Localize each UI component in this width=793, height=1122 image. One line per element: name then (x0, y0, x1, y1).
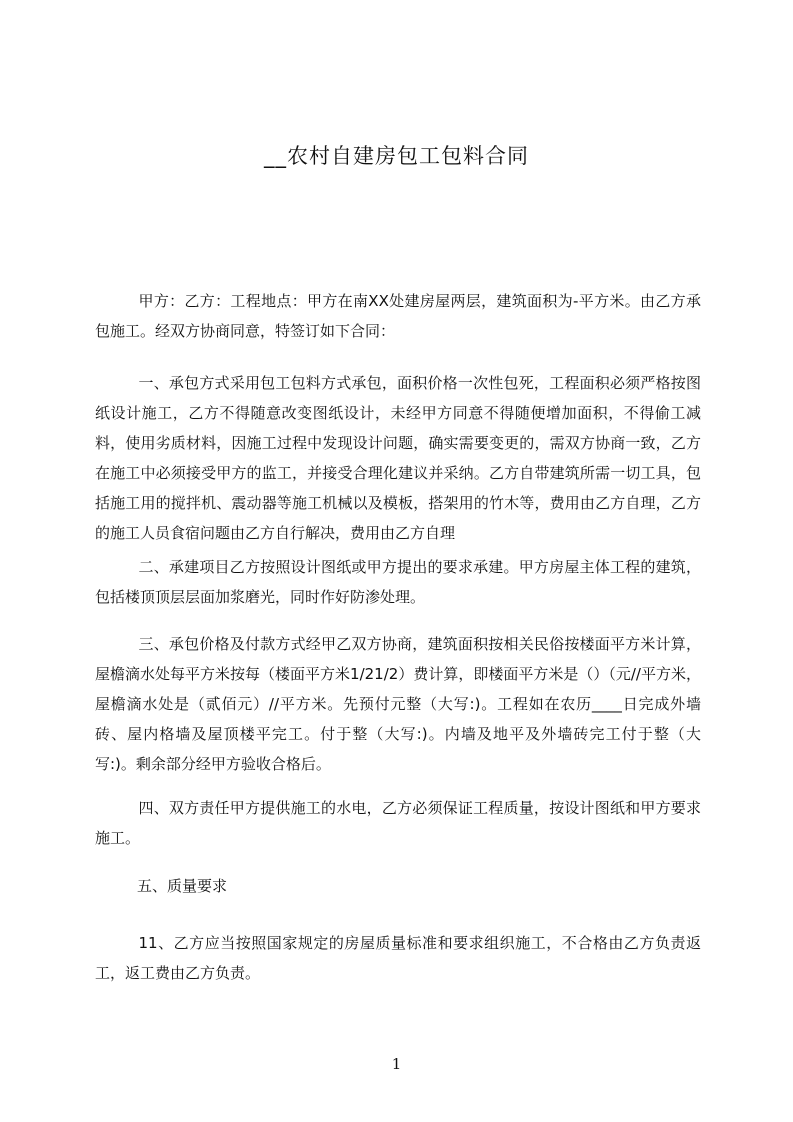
paragraph-clause-4: 四、双方责任甲方提供施工的水电，乙方必须保证工程质量，按设计图纸和甲方要求施工。 (95, 799, 701, 847)
paragraph-parties: 甲方：乙方：工程地点：甲方在南XX处建房屋两层，建筑面积为-平方米。由乙方承包施工。经双方协商同意，特签订如下合同： (95, 292, 701, 340)
paragraph-clause-3: 三、承包价格及付款方式经甲乙双方协商，建筑面积按相关民俗按楼面平方米计算，屋檐滴水处每平方米按每（楼面平方米1/21/2）费计算，即楼面平方米是（）（元//平方米，屋檐滴水处是（贰佰元）//平方米。先预付元整（大写:)。工程如在农历____日完成外墙砖、屋内格墙及屋顶楼平完工。付于整（大写:)。内墙及地平及外墙砖完工付于整（大写:)。剩余部分经甲方验收合格后。 (95, 635, 701, 773)
document-title: __农村自建房包工包料合同 (264, 144, 529, 168)
paragraph-clause-1: 一、承包方式采用包工包料方式承包，面积价格一次性包死，工程面积必须严格按图纸设计施工，乙方不得随意改变图纸设计，未经甲方同意不得随便增加面积，不得偷工减料，使用劣质材料，因施工过程中发现设计问题，确实需要变更的，需双方协商一致，乙方在施工中必须接受甲方的监工，并接受合理化建议并采纳。乙方自带建筑所需一切工具，包括施工用的搅拌机、震动器等施工机械以及模板，搭架用的竹木等，费用由乙方自理，乙方的施工人员食宿问题由乙方自行解决，费用由乙方自理 (95, 374, 701, 542)
page-number: 1 (391, 1055, 402, 1073)
paragraph-clause-2: 二、承建项目乙方按照设计图纸或甲方提出的要求承建。甲方房屋主体工程的建筑，包括楼顶顶层层面加浆磨光，同时作好防渗处理。 (95, 558, 701, 606)
paragraph-clause-5-1: 11、乙方应当按照国家规定的房屋质量标准和要求组织施工，不合格由乙方负责返工，返工费由乙方负责。 (95, 934, 701, 982)
paragraph-clause-5-heading: 五、质量要求 (137, 877, 228, 895)
